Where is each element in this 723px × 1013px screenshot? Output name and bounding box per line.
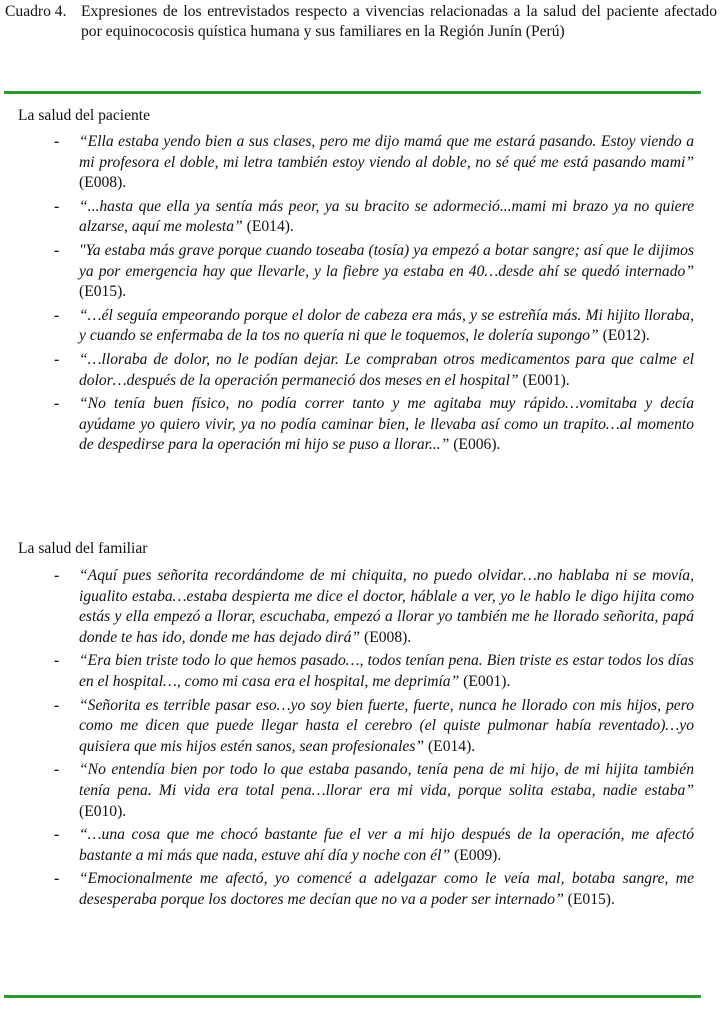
quote-text: “Aquí pues señorita recordándome de mi chiquita, no puedo olvidar…no hablaba ni se movía, igualito estaba…estaba despierta me dice el doctor, háblale a ver, yo le hablo le digo hijita como estás y ella empezó a llorar, escuchaba, empezó a llorar yo también me he llorado señorita, papá donde te has ido, donde me has dejado dirá” <box>79 567 694 646</box>
list-item: - “…una cosa que me chocó bastante fue el ver a mi hijo después de la operación, me afectó bastante a mi más que nada, estuve ahí día y noche con él” (E009). <box>54 826 694 864</box>
section-heading-family: La salud del familiar <box>18 540 148 557</box>
interviewee-code: (E015). <box>79 283 127 301</box>
table-caption <box>5 2 717 42</box>
list-item: - “Era bien triste todo lo que hemos pasado…, todos tenían pena. Bien triste es estar todos los días en el hospital…, como mi casa era el hospital, me deprimía” (E001). <box>54 652 694 690</box>
interviewee-code: (E008). <box>360 628 412 646</box>
quote-text: “Era bien triste todo lo que hemos pasado…, todos tenían pena. Bien triste es estar todos los días en el hospital…, como mi casa era el hospital, me deprimía” <box>79 652 694 690</box>
bottom-rule <box>4 995 701 998</box>
family-quote-list <box>0 566 723 914</box>
list-item: - “...hasta que ella ya sentía más peor, ya su bracito se adormeció...mami mi brazo ya no quiere alzarse, aquí me molesta” (E014). <box>54 197 694 236</box>
quote-text: “…una cosa que me chocó bastante fue el ver a mi hijo después de la operación, me afectó bastante a mi más que nada, estuve ahí día y noche con él” <box>79 826 694 864</box>
patient-quote-list <box>0 132 723 459</box>
caption-title: Expresiones de los entrevistados respecto a vivencias relacionadas a la salud del paciente afectado por equinococosis quística humana y sus familiares en la Región Junín (Perú) <box>81 3 717 40</box>
interviewee-code: (E008). <box>79 174 127 192</box>
caption-label: Cuadro 4. <box>5 3 67 20</box>
interviewee-code: (E014). <box>424 737 476 755</box>
list-item: - “Emocionalmente me afectó, yo comencé a adelgazar como le veía mal, botaba sangre, me desesperaba porque los doctores me decían que no va a poder ser internado” (E015). <box>54 870 694 908</box>
quote-text: “No tenía buen físico, no podía correr tanto y me agitaba muy rápido…vomitaba y decía ayúdame yo quiero vivir, ya no podía caminar bien, le llevaba así como un trapito…al momento de despedirse para la operación mi hijo se puso a llorar...” <box>79 395 694 454</box>
interviewee-code: (E010). <box>79 802 127 820</box>
interviewee-code: (E012). <box>598 327 650 345</box>
quote-text: “…él seguía empeorando porque el dolor de cabeza era más, y se estreñía más. Mi hijito lloraba, y cuando se enfermaba de la tos no quería ni que le toquemos, le dolería supongo” <box>79 306 694 345</box>
list-item: - “Ella estaba yendo bien a sus clases, pero me dijo mamá que me estará pasando. Estoy viendo a mi profesora el doble, mi letra también estoy viendo al doble, no sé qué me está pasando mami” (E008). <box>54 133 694 192</box>
interviewee-code: (E009). <box>450 846 502 864</box>
top-rule <box>4 91 701 94</box>
list-item: - “…lloraba de dolor, no le podían dejar. Le compraban otros medicamentos para que calme el dolor…después de la operación permaneció dos meses en el hospital” (E001). <box>54 350 694 389</box>
interviewee-code: (E014). <box>242 218 294 236</box>
quote-text: “Emocionalmente me afectó, yo comencé a adelgazar como le veía mal, botaba sangre, me desesperaba porque los doctores me decían que no va a poder ser internado” <box>79 870 694 908</box>
list-item: - "Ya estaba más grave porque cuando toseaba (tosía) ya empezó a botar sangre; así que le dijimos ya por emergencia hay que llevarle, y la fiebre ya estaba en 40…desde ahí se quedó internado” (E015). <box>54 241 694 301</box>
quote-text: “...hasta que ella ya sentía más peor, ya su bracito se adormeció...mami mi brazo ya no quiere alzarse, aquí me molesta” <box>79 197 694 236</box>
list-item: - “No entendía bien por todo lo que estaba pasando, tenía pena de mi hijo, de mi hijita también tenía pena. Mi vida era total pena…llorar era mi vida, porque solita estaba, nadie estaba” (E010). <box>54 761 694 820</box>
interviewee-code: (E015). <box>563 890 615 908</box>
list-item: - “…él seguía empeorando porque el dolor de cabeza era más, y se estreñía más. Mi hijito lloraba, y cuando se enfermaba de la tos no quería ni que le toquemos, le dolería supongo” (E012). <box>54 306 694 345</box>
quote-text: “…lloraba de dolor, no le podían dejar. Le compraban otros medicamentos para que calme el dolor…después de la operación permaneció dos meses en el hospital” <box>79 350 694 389</box>
interviewee-code: (E001). <box>459 672 511 690</box>
interviewee-code: (E006). <box>449 436 501 454</box>
quote-text: "Ya estaba más grave porque cuando toseaba (tosía) ya empezó a botar sangre; así que le dijimos ya por emergencia hay que llevarle, y la fiebre ya estaba en 40…desde ahí se quedó internado” <box>79 241 694 280</box>
list-item: - “Señorita es terrible pasar eso…yo soy bien fuerte, fuerte, nunca he llorado con mis hijos, pero como me dicen que puede llegar hasta el cerebro (el quiste pulmonar había reventado)…yo quisiera que mis hijos estén sanos, sean profesionales” (E014). <box>54 696 694 755</box>
interviewee-code: (E001). <box>518 371 570 389</box>
section-heading-patient: La salud del paciente <box>18 107 151 124</box>
list-item: - “No tenía buen físico, no podía correr tanto y me agitaba muy rápido…vomitaba y decía ayúdame yo quiero vivir, ya no podía caminar bien, le llevaba así como un trapito…al momento de despedirse para la operación mi hijo se puso a llorar...” (E006). <box>54 395 694 454</box>
quote-text: “Ella estaba yendo bien a sus clases, pero me dijo mamá que me estará pasando. Estoy viendo a mi profesora el doble, mi letra también estoy viendo al doble, no sé qué me está pasando mami” <box>79 133 694 171</box>
quote-text: “Señorita es terrible pasar eso…yo soy bien fuerte, fuerte, nunca he llorado con mis hijos, pero como me dicen que puede llegar hasta el cerebro (el quiste pulmonar había reventado)…yo quisiera que mis hijos estén sanos, sean profesionales” <box>79 696 694 755</box>
list-item: - “Aquí pues señorita recordándome de mi chiquita, no puedo olvidar…no hablaba ni se movía, igualito estaba…estaba despierta me dice el doctor, háblale a ver, yo le hablo le digo hijita como estás y ella empezó a llorar, escuchaba, empezó a llorar yo también me he llorado señorita, papá donde te has ido, donde me has dejado dirá” (E008). <box>54 567 694 646</box>
quote-text: “No entendía bien por todo lo que estaba pasando, tenía pena de mi hijo, de mi hijita también tenía pena. Mi vida era total pena…llorar era mi vida, porque solita estaba, nadie estaba” <box>79 761 694 799</box>
